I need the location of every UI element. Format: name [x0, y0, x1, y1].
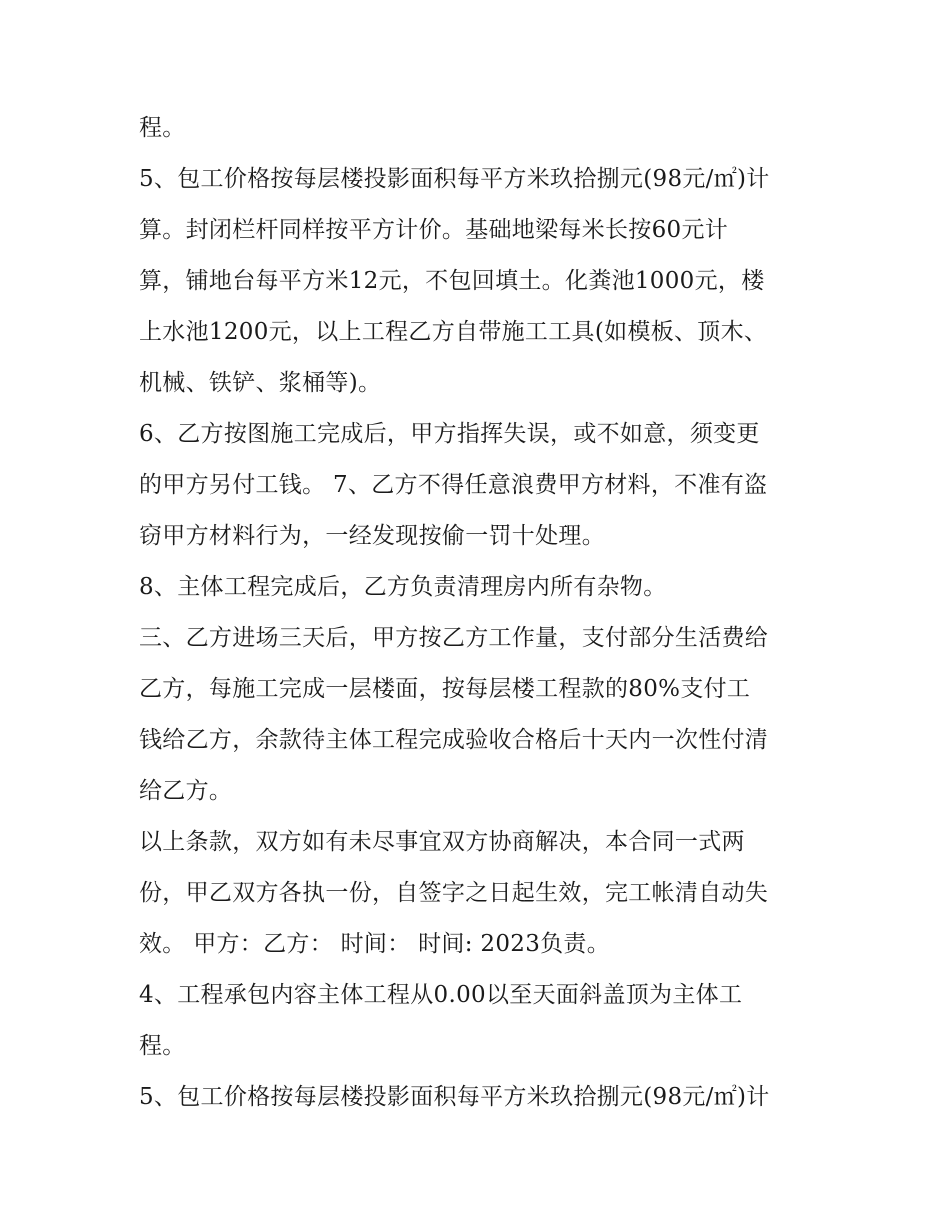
text-line: 效。 甲方：乙方： 时间： 时间: 2023负责。: [139, 931, 611, 957]
text-line: 钱给乙方，余款待主体工程完成验收合格后十天内一次性付清: [139, 727, 769, 753]
text-line: 的甲方另付工钱。 7、乙方不得任意浪费甲方材料，不准有盗: [139, 472, 768, 498]
text-line: 乙方，每施工完成一层楼面，按每层楼工程款的80%支付工: [139, 676, 751, 702]
text-line: 4、工程承包内容主体工程从0.00以至天面斜盖顶为主体工: [139, 982, 743, 1008]
text-line: 窃甲方材料行为，一经发现按偷一罚十处理。: [139, 523, 605, 549]
text-line: 程。: [139, 1033, 186, 1059]
text-line: 给乙方。: [139, 778, 233, 804]
text-line: 算。封闭栏杆同样按平方计价。基础地梁每米长按60元计: [139, 217, 729, 243]
text-line: 算，铺地台每平方米12元，不包回填土。化粪池1000元，楼: [139, 268, 765, 294]
text-line: 机械、铁铲、浆桶等)。: [139, 370, 382, 396]
text-line: 上水池1200元，以上工程乙方自带施工工具(如模板、顶木、: [139, 319, 768, 345]
text-line: 6、乙方按图施工完成后，甲方指挥失误，或不如意，须变更: [139, 421, 760, 447]
text-line: 以上条款，双方如有未尽事宜双方协商解决，本合同一式两: [139, 829, 745, 855]
text-line: 8、主体工程完成后，乙方负责清理房内所有杂物。: [139, 574, 667, 600]
text-line: 5、包工价格按每层楼投影面积每平方米玖拾捌元(98元/㎡)计: [139, 1084, 770, 1110]
text-line: 份，甲乙双方各执一份，自签字之日起生效，完工帐清自动失: [139, 880, 769, 906]
text-line: 三、乙方进场三天后，甲方按乙方工作量，支付部分生活费给: [139, 625, 769, 651]
text-line: 5、包工价格按每层楼投影面积每平方米玖拾捌元(98元/㎡)计: [139, 166, 770, 192]
text-line: 程。: [139, 115, 186, 141]
